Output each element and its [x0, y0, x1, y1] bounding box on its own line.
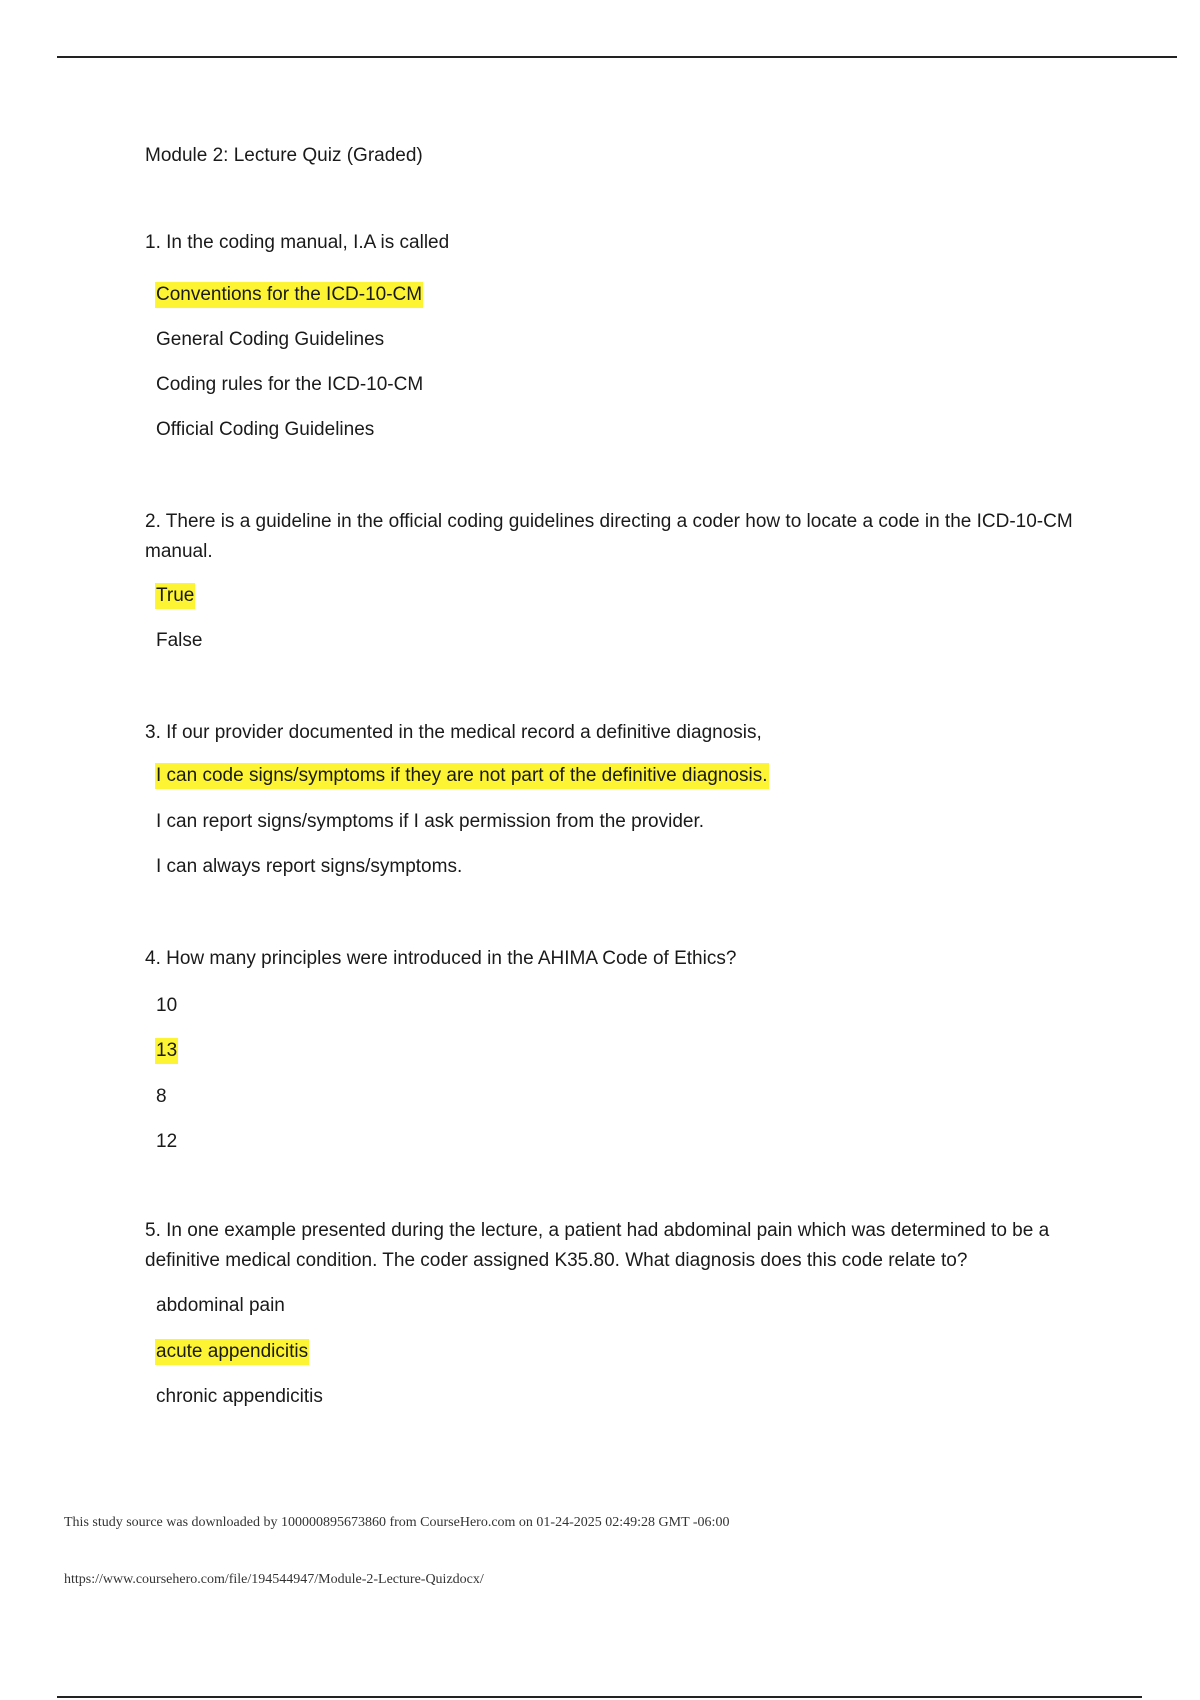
question-5-option-3: chronic appendicitis: [156, 1386, 323, 1407]
bottom-divider: [57, 1696, 1142, 1698]
question-5-option-2: acute appendicitis: [155, 1339, 309, 1365]
question-5: 5. In one example presented during the lecture, a patient had abdominal pain which was determined to be a definitive medical condition. The coder assigned K35.80. What diagnosis does this code relate to?: [145, 1220, 1050, 1271]
question-2-option-1: True: [155, 583, 195, 609]
page-title: Module 2: Lecture Quiz (Graded): [145, 145, 423, 166]
question-2-option-2: False: [156, 630, 203, 651]
question-4-option-4: 12: [156, 1131, 178, 1152]
question-2: 2. There is a guideline in the official coding guidelines directing a coder how to locate a code in the ICD-10-CM manual.: [145, 511, 1073, 562]
question-5-option-1: abdominal pain: [156, 1295, 285, 1316]
question-4-option-1: 10: [156, 995, 178, 1016]
top-divider: [57, 56, 1177, 58]
source-url[interactable]: https://www.coursehero.com/file/194544947/Module-2-Lecture-Quizdocx/: [64, 1572, 484, 1587]
question-4-option-2: 13: [155, 1038, 178, 1064]
question-1: 1. In the coding manual, I.A is called: [145, 232, 450, 253]
question-4: 4. How many principles were introduced in the AHIMA Code of Ethics?: [145, 948, 737, 969]
question-1-option-3: Coding rules for the ICD-10-CM: [156, 374, 424, 395]
question-3-option-1: I can code signs/symptoms if they are not part of the definitive diagnosis.: [155, 763, 769, 789]
question-1-option-1: Conventions for the ICD-10-CM: [155, 282, 423, 308]
question-1-option-2: General Coding Guidelines: [156, 329, 385, 350]
download-source-line: This study source was downloaded by 100000895673860 from CourseHero.com on 01-24-2025 02:49:28 GMT -06:00: [64, 1515, 730, 1530]
question-3-option-3: I can always report signs/symptoms.: [156, 856, 463, 877]
question-4-option-3: 8: [156, 1086, 167, 1107]
question-3: 3. If our provider documented in the medical record a definitive diagnosis,: [145, 722, 762, 743]
question-1-option-4: Official Coding Guidelines: [156, 419, 375, 440]
question-3-option-2: I can report signs/symptoms if I ask permission from the provider.: [156, 811, 705, 832]
